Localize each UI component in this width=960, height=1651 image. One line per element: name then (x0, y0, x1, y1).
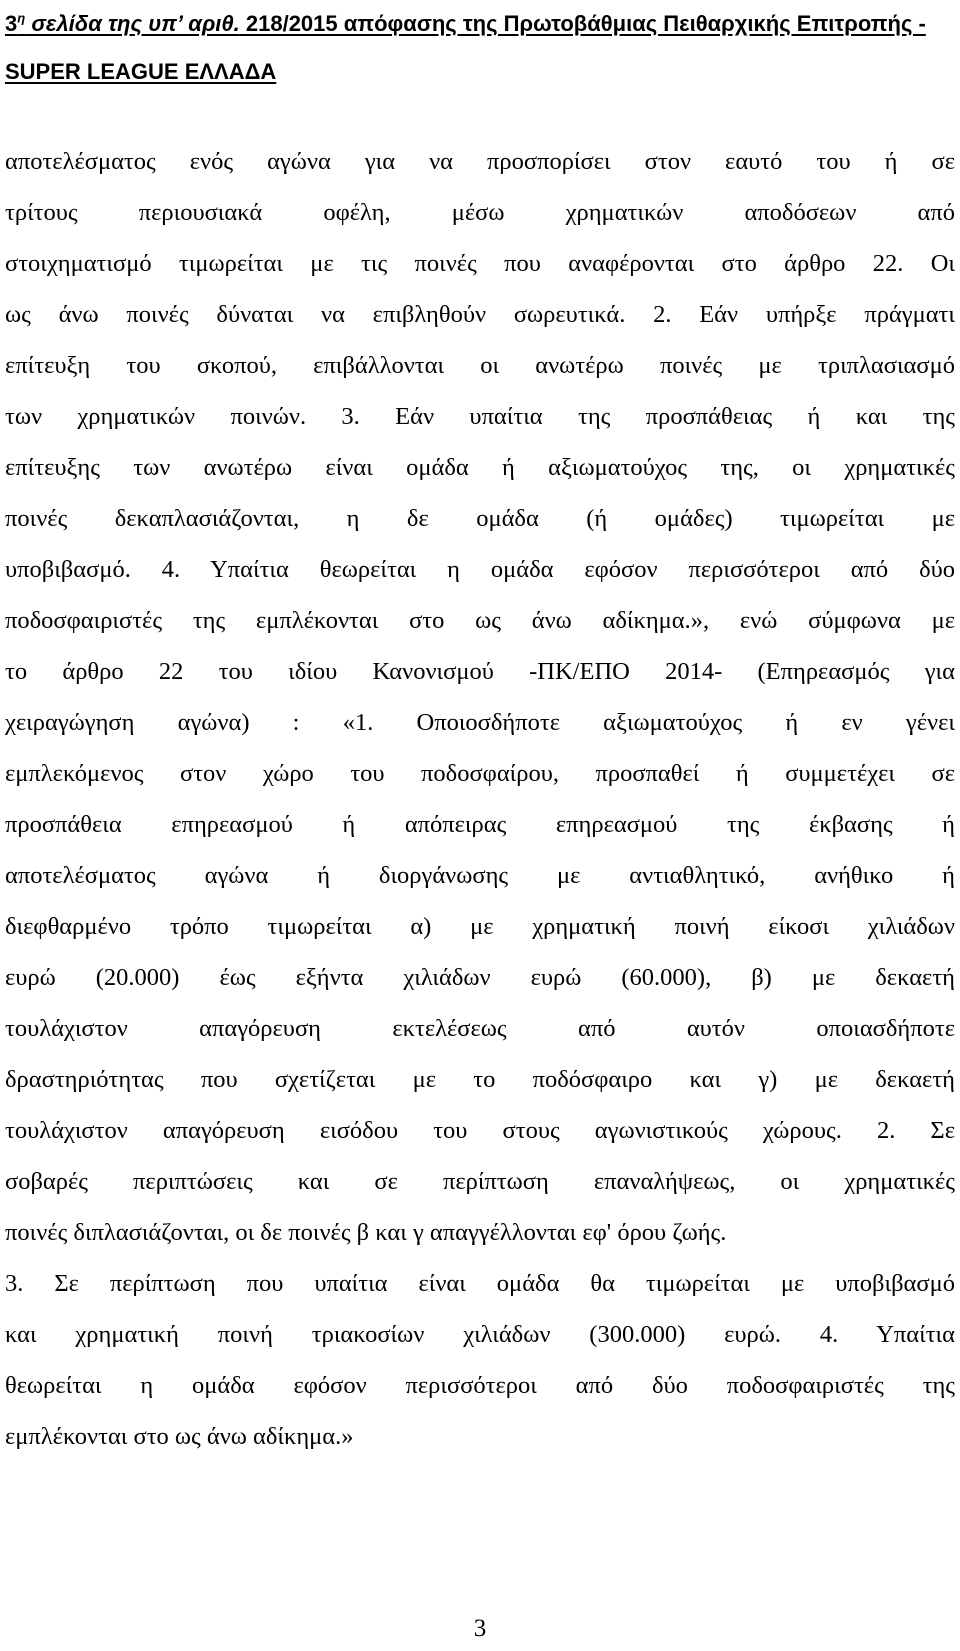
body-line: επίτευξης των ανωτέρω είναι ομάδα ή αξιωματούχος της, οι χρηματικές (5, 454, 955, 481)
body-line: τουλάχιστον απαγόρευση εκτελέσεως από αυτόν οποιασδήποτε (5, 1015, 955, 1042)
header-decision-title: 218/2015 απόφασης της Πρωτοβάθμιας Πειθαρχικής Επιτροπής - (239, 11, 926, 36)
body-line: εμπλέκονται στο ως άνω αδίκημα.» (5, 1423, 354, 1450)
body-line: τρίτους περιουσιακά οφέλη, μέσω χρηματικών αποδόσεων από (5, 199, 955, 226)
body-line: υποβιβασμό. 4. Υπαίτια θεωρείται η ομάδα εφόσον περισσότεροι από δύο (5, 556, 955, 583)
header-line-2: SUPER LEAGUE ΕΛΛΑΔΑ (5, 59, 277, 84)
header-page-number: 3 (5, 11, 18, 36)
body-line: στοιχηματισμό τιμωρείται με τις ποινές που αναφέρονται στο άρθρο 22. Οι (5, 250, 955, 277)
body-line: επίτευξη του σκοπού, επιβάλλονται οι ανωτέρω ποινές με τριπλασιασμό (5, 352, 955, 379)
footer-page-number: 3 (473, 1615, 487, 1642)
document-body (5, 136, 955, 1462)
body-line: αποτελέσματος ενός αγώνα για να προσπορίσει στον εαυτό του ή σε (5, 148, 955, 175)
body-line: θεωρείται η ομάδα εφόσον περισσότεροι από δύο ποδοσφαιριστές της (5, 1372, 955, 1399)
body-line: ευρώ (20.000) έως εξήντα χιλιάδων ευρώ (60.000), β) με δεκαετή (5, 964, 955, 991)
header-ordinal-suffix: η (17, 10, 26, 26)
body-line: ποινές διπλασιάζονται, οι δε ποινές β και γ απαγγέλλονται εφ' όρου ζωής. (5, 1219, 727, 1246)
body-line: των χρηματικών ποινών. 3. Εάν υπαίτια της προσπάθειας ή και της (5, 403, 955, 430)
body-line: χειραγώγηση αγώνα) : «1. Οποιοσδήποτε αξιωματούχος ή εν γένει (5, 709, 955, 736)
page-header (5, 0, 955, 96)
header-page-label: σελίδα της υπ’ αριθ. (25, 11, 240, 36)
body-line: ως άνω ποινές δύναται να επιβληθούν σωρευτικά. 2. Εάν υπήρξε πράγματι (5, 301, 955, 328)
body-line: σοβαρές περιπτώσεις και σε περίπτωση επαναλήψεως, οι χρηματικές (5, 1168, 955, 1195)
body-line: τουλάχιστον απαγόρευση εισόδου του στους αγωνιστικούς χώρους. 2. Σε (5, 1117, 955, 1144)
body-line: και χρηματική ποινή τριακοσίων χιλιάδων (300.000) ευρώ. 4. Υπαίτια (5, 1321, 955, 1348)
header-line-1 (5, 0, 955, 48)
body-line: ποινές δεκαπλασιάζονται, η δε ομάδα (ή ομάδες) τιμωρείται με (5, 505, 955, 532)
body-line: ποδοσφαιριστές της εμπλέκονται στο ως άνω αδίκημα.», ενώ σύμφωνα με (5, 607, 955, 634)
body-line: εμπλεκόμενος στον χώρο του ποδοσφαίρου, προσπαθεί ή συμμετέχει σε (5, 760, 955, 787)
body-line: 3. Σε περίπτωση που υπαίτια είναι ομάδα θα τιμωρείται με υποβιβασμό (5, 1270, 955, 1297)
body-line: προσπάθεια επηρεασμού ή απόπειρας επηρεασμού της έκβασης ή (5, 811, 955, 838)
body-line: αποτελέσματος αγώνα ή διοργάνωσης με αντιαθλητικό, ανήθικο ή (5, 862, 955, 889)
body-line: δραστηριότητας που σχετίζεται με το ποδόσφαιρο και γ) με δεκαετή (5, 1066, 955, 1093)
body-line: το άρθρο 22 του ιδίου Κανονισμού -ΠΚ/ΕΠΟ 2014- (Επηρεασμός για (5, 658, 955, 685)
body-line: διεφθαρμένο τρόπο τιμωρείται α) με χρηματική ποινή είκοσι χιλιάδων (5, 913, 955, 940)
